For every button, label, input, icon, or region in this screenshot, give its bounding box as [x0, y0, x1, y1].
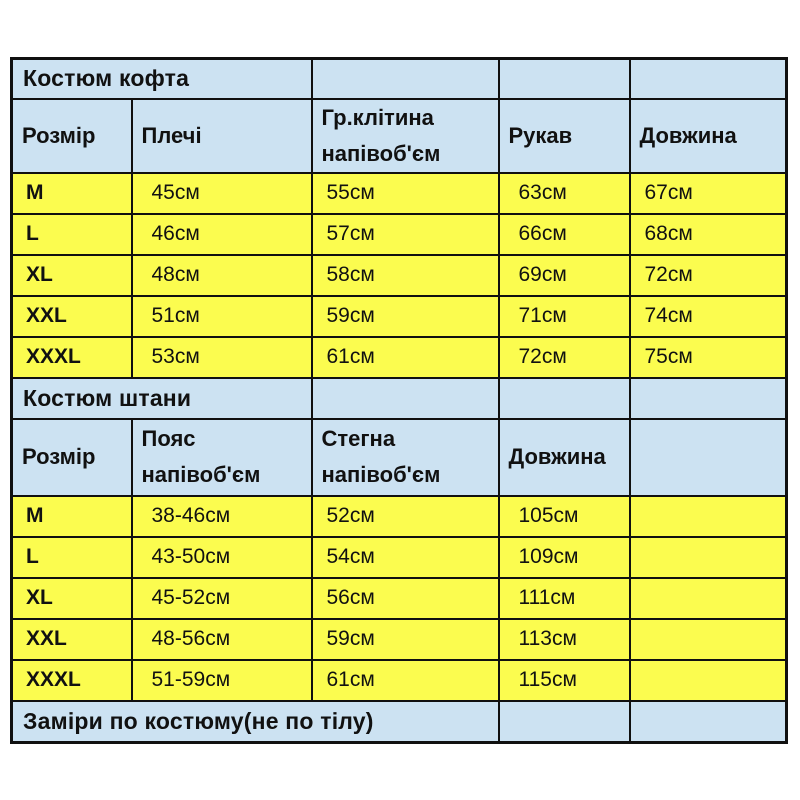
hips-value: 54см — [312, 537, 499, 578]
column-header-hips — [312, 419, 499, 496]
chest-value: 57см — [312, 214, 499, 255]
length-value: 113см — [499, 619, 630, 660]
empty-cell — [499, 378, 630, 419]
shtany-title-row — [12, 378, 787, 419]
length-value: 111см — [499, 578, 630, 619]
waist-value: 51-59см — [132, 660, 312, 701]
length-value: 68см — [630, 214, 787, 255]
chest-value: 59см — [312, 296, 499, 337]
measurement-note: Заміри по костюму(не по тілу) — [12, 701, 499, 743]
length-value: 109см — [499, 537, 630, 578]
kofta-row-xxl — [12, 296, 787, 337]
shtany-row-m — [12, 496, 787, 537]
column-header-waist — [132, 419, 312, 496]
size-label: XXL — [12, 619, 132, 660]
sleeve-value: 66см — [499, 214, 630, 255]
shoulders-value: 45см — [132, 173, 312, 214]
size-label: XXXL — [12, 660, 132, 701]
waist-value: 48-56см — [132, 619, 312, 660]
empty-cell — [630, 419, 787, 496]
column-header-hips-line1: Стегна — [321, 426, 396, 451]
empty-cell — [312, 378, 499, 419]
column-header-hips-line2: напівоб'єм — [321, 462, 441, 487]
empty-cell — [630, 537, 787, 578]
chest-value: 55см — [312, 173, 499, 214]
size-chart — [10, 57, 788, 744]
chest-value: 58см — [312, 255, 499, 296]
hips-value: 59см — [312, 619, 499, 660]
length-value: 75см — [630, 337, 787, 378]
size-label: L — [12, 537, 132, 578]
column-header-chest-line1: Гр.клітина — [321, 104, 434, 130]
length-value: 72см — [630, 255, 787, 296]
shoulders-value: 46см — [132, 214, 312, 255]
shtany-row-l — [12, 537, 787, 578]
column-header-length: Довжина — [499, 419, 630, 496]
column-header-chest — [312, 99, 499, 173]
kofta-row-m — [12, 173, 787, 214]
kofta-header-row — [12, 99, 787, 173]
shtany-row-xxl — [12, 619, 787, 660]
sleeve-value: 71см — [499, 296, 630, 337]
size-label: L — [12, 214, 132, 255]
column-header-waist-line1: Пояс — [141, 426, 196, 451]
shoulders-value: 48см — [132, 255, 312, 296]
empty-cell — [499, 59, 630, 99]
shoulders-value: 51см — [132, 296, 312, 337]
waist-value: 38-46см — [132, 496, 312, 537]
column-header-sleeve: Рукав — [499, 99, 630, 173]
size-label: XXXL — [12, 337, 132, 378]
shtany-row-xl — [12, 578, 787, 619]
size-chart-table — [10, 57, 788, 744]
length-value: 105см — [499, 496, 630, 537]
empty-cell — [630, 578, 787, 619]
sleeve-value: 63см — [499, 173, 630, 214]
length-value: 115см — [499, 660, 630, 701]
empty-cell — [630, 59, 787, 99]
column-header-chest-line2: напівоб'єм — [321, 140, 441, 166]
hips-value: 61см — [312, 660, 499, 701]
kofta-section-title: Костюм кофта — [12, 59, 312, 99]
waist-value: 45-52см — [132, 578, 312, 619]
kofta-row-xxxl — [12, 337, 787, 378]
size-label: XL — [12, 578, 132, 619]
hips-value: 56см — [312, 578, 499, 619]
shtany-section-title: Костюм штани — [12, 378, 312, 419]
shtany-row-xxxl — [12, 660, 787, 701]
sleeve-value: 72см — [499, 337, 630, 378]
empty-cell — [630, 378, 787, 419]
column-header-waist-line2: напівоб'єм — [141, 462, 261, 487]
empty-cell — [630, 701, 787, 743]
size-label: XXL — [12, 296, 132, 337]
kofta-title-row — [12, 59, 787, 99]
size-label: M — [12, 173, 132, 214]
waist-value: 43-50см — [132, 537, 312, 578]
shtany-header-row — [12, 419, 787, 496]
column-header-shoulders: Плечі — [132, 99, 312, 173]
sleeve-value: 69см — [499, 255, 630, 296]
empty-cell — [630, 619, 787, 660]
footer-note-row — [12, 701, 787, 743]
empty-cell — [499, 701, 630, 743]
kofta-row-l — [12, 214, 787, 255]
empty-cell — [312, 59, 499, 99]
kofta-row-xl — [12, 255, 787, 296]
shoulders-value: 53см — [132, 337, 312, 378]
size-label: M — [12, 496, 132, 537]
empty-cell — [630, 496, 787, 537]
size-label: XL — [12, 255, 132, 296]
column-header-size: Розмір — [12, 419, 132, 496]
length-value: 74см — [630, 296, 787, 337]
empty-cell — [630, 660, 787, 701]
length-value: 67см — [630, 173, 787, 214]
column-header-length: Довжина — [630, 99, 787, 173]
chest-value: 61см — [312, 337, 499, 378]
column-header-size: Розмір — [12, 99, 132, 173]
hips-value: 52см — [312, 496, 499, 537]
